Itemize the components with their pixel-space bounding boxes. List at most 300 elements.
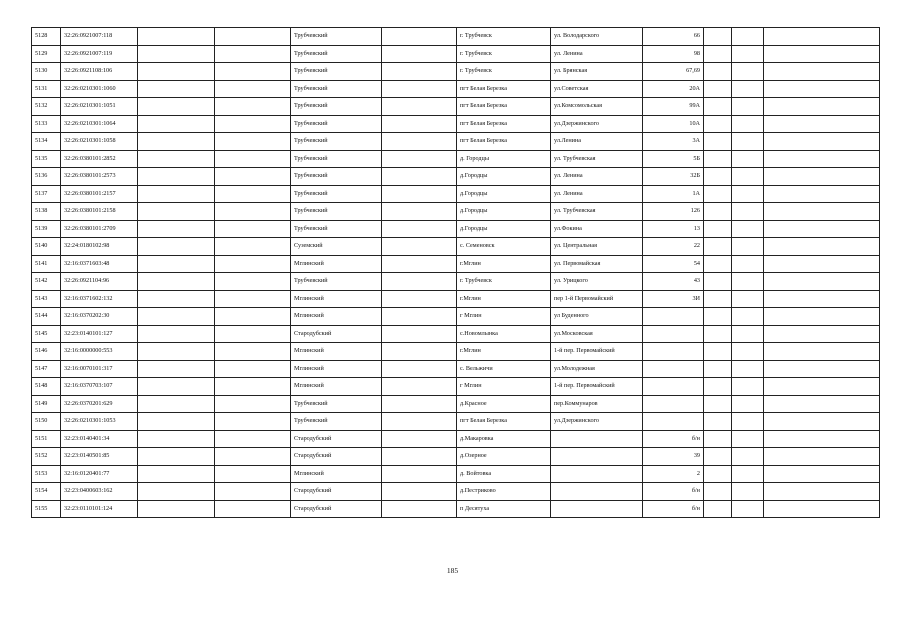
cadastral-number-cell: 32:23:0140401:34 [61, 430, 138, 448]
settlement-cell: с.Новомлынка [457, 325, 551, 343]
empty-cell [138, 255, 215, 273]
cadastral-number-cell: 32:16:0371603:48 [61, 255, 138, 273]
table-row [32, 430, 880, 448]
empty-cell [382, 168, 457, 186]
empty-cell [704, 430, 732, 448]
empty-cell [382, 308, 457, 326]
house-number-cell [643, 343, 704, 361]
street-cell: ул. Первомайская [551, 255, 643, 273]
district-cell: Мглинский [291, 290, 382, 308]
empty-cell [704, 115, 732, 133]
empty-cell [215, 273, 291, 291]
row-number-cell: 5150 [32, 413, 61, 431]
cadastral-number-cell: 32:16:0070101:317 [61, 360, 138, 378]
row-number-cell: 5143 [32, 290, 61, 308]
row-number-cell: 5133 [32, 115, 61, 133]
district-cell: Трубчевский [291, 273, 382, 291]
settlement-cell: с. Семеновск [457, 238, 551, 256]
district-cell: Стародубский [291, 448, 382, 466]
empty-cell [764, 80, 880, 98]
cadastral-number-cell: 32:16:0000000:553 [61, 343, 138, 361]
district-cell: Трубчевский [291, 45, 382, 63]
cadastral-number-cell: 32:26:0370201:629 [61, 395, 138, 413]
empty-cell [215, 500, 291, 518]
row-number-cell: 5144 [32, 308, 61, 326]
district-cell: Трубчевский [291, 80, 382, 98]
empty-cell [382, 150, 457, 168]
empty-cell [138, 308, 215, 326]
district-cell: Трубчевский [291, 150, 382, 168]
settlement-cell: д.Макаровка [457, 430, 551, 448]
street-cell [551, 483, 643, 501]
district-cell: Трубчевский [291, 168, 382, 186]
empty-cell [138, 98, 215, 116]
cadastral-number-cell: 32:16:0120401:77 [61, 465, 138, 483]
empty-cell [732, 238, 764, 256]
empty-cell [764, 150, 880, 168]
settlement-cell: д.Озерное [457, 448, 551, 466]
street-cell: ул. Ленина [551, 168, 643, 186]
empty-cell [764, 395, 880, 413]
table-row [32, 308, 880, 326]
district-cell: Стародубский [291, 325, 382, 343]
district-cell: Трубчевский [291, 395, 382, 413]
table-row [32, 343, 880, 361]
empty-cell [764, 325, 880, 343]
empty-cell [704, 168, 732, 186]
table-row [32, 150, 880, 168]
street-cell: ул.Дзержинского [551, 413, 643, 431]
district-cell: Трубчевский [291, 203, 382, 221]
house-number-cell [643, 395, 704, 413]
table-row [32, 203, 880, 221]
district-cell: Трубчевский [291, 28, 382, 46]
cadastral-number-cell: 32:26:0210301:1053 [61, 413, 138, 431]
empty-cell [704, 63, 732, 81]
district-cell: Трубчевский [291, 98, 382, 116]
row-number-cell: 5138 [32, 203, 61, 221]
street-cell: ул. Ленина [551, 185, 643, 203]
empty-cell [138, 448, 215, 466]
house-number-cell [643, 308, 704, 326]
empty-cell [732, 80, 764, 98]
empty-cell [764, 360, 880, 378]
table-row [32, 290, 880, 308]
empty-cell [732, 325, 764, 343]
settlement-cell: пгт Белая Березка [457, 133, 551, 151]
street-cell: ул. Урицкого [551, 273, 643, 291]
district-cell: Стародубский [291, 500, 382, 518]
street-cell: пер 1-й Первомайский [551, 290, 643, 308]
table-row [32, 238, 880, 256]
empty-cell [215, 220, 291, 238]
street-cell: ул.Советская [551, 80, 643, 98]
empty-cell [215, 378, 291, 396]
empty-cell [732, 273, 764, 291]
empty-cell [764, 465, 880, 483]
empty-cell [704, 98, 732, 116]
empty-cell [215, 343, 291, 361]
settlement-cell: пгт Белая Березка [457, 98, 551, 116]
empty-cell [704, 45, 732, 63]
empty-cell [732, 430, 764, 448]
row-number-cell: 5146 [32, 343, 61, 361]
street-cell: ул. Володарского [551, 28, 643, 46]
cadastral-number-cell: 32:23:0140101:127 [61, 325, 138, 343]
empty-cell [138, 238, 215, 256]
empty-cell [382, 413, 457, 431]
district-cell: Мглинский [291, 465, 382, 483]
table-row [32, 325, 880, 343]
empty-cell [215, 308, 291, 326]
empty-cell [764, 290, 880, 308]
house-number-cell: 2 [643, 465, 704, 483]
empty-cell [138, 133, 215, 151]
empty-cell [382, 220, 457, 238]
empty-cell [382, 80, 457, 98]
district-cell: Стародубский [291, 430, 382, 448]
empty-cell [732, 413, 764, 431]
empty-cell [138, 413, 215, 431]
empty-cell [138, 45, 215, 63]
empty-cell [764, 378, 880, 396]
empty-cell [138, 343, 215, 361]
empty-cell [138, 80, 215, 98]
empty-cell [732, 98, 764, 116]
row-number-cell: 5147 [32, 360, 61, 378]
empty-cell [215, 28, 291, 46]
empty-cell [215, 465, 291, 483]
table-row [32, 133, 880, 151]
empty-cell [382, 273, 457, 291]
empty-cell [138, 325, 215, 343]
empty-cell [704, 500, 732, 518]
house-number-cell: 98 [643, 45, 704, 63]
empty-cell [138, 63, 215, 81]
empty-cell [732, 115, 764, 133]
empty-cell [732, 290, 764, 308]
district-cell: Мглинский [291, 308, 382, 326]
house-number-cell: 39 [643, 448, 704, 466]
empty-cell [732, 168, 764, 186]
empty-cell [704, 308, 732, 326]
empty-cell [704, 238, 732, 256]
street-cell: ул.Молодежная [551, 360, 643, 378]
table-row [32, 483, 880, 501]
cadastral-number-cell: 32:26:0380101:2573 [61, 168, 138, 186]
street-cell: ул. Ленина [551, 45, 643, 63]
settlement-cell: г.Мглин [457, 290, 551, 308]
empty-cell [732, 255, 764, 273]
row-number-cell: 5140 [32, 238, 61, 256]
empty-cell [215, 185, 291, 203]
empty-cell [764, 115, 880, 133]
empty-cell [382, 238, 457, 256]
empty-cell [382, 325, 457, 343]
row-number-cell: 5151 [32, 430, 61, 448]
empty-cell [215, 98, 291, 116]
street-cell [551, 448, 643, 466]
house-number-cell: 32Б [643, 168, 704, 186]
empty-cell [215, 325, 291, 343]
empty-cell [382, 63, 457, 81]
house-number-cell: 10А [643, 115, 704, 133]
empty-cell [138, 290, 215, 308]
empty-cell [764, 133, 880, 151]
row-number-cell: 5132 [32, 98, 61, 116]
settlement-cell: г. Трубчевск [457, 45, 551, 63]
empty-cell [138, 360, 215, 378]
cadastral-number-cell: 32:26:0210301:1060 [61, 80, 138, 98]
empty-cell [764, 220, 880, 238]
empty-cell [704, 185, 732, 203]
empty-cell [732, 150, 764, 168]
empty-cell [732, 483, 764, 501]
empty-cell [764, 28, 880, 46]
settlement-cell: г.Мглин [457, 255, 551, 273]
row-number-cell: 5131 [32, 80, 61, 98]
table-row [32, 80, 880, 98]
empty-cell [732, 203, 764, 221]
empty-cell [138, 430, 215, 448]
empty-cell [382, 203, 457, 221]
row-number-cell: 5134 [32, 133, 61, 151]
empty-cell [382, 115, 457, 133]
empty-cell [382, 360, 457, 378]
settlement-cell: пгт Белая Березка [457, 80, 551, 98]
empty-cell [732, 378, 764, 396]
table-row [32, 395, 880, 413]
empty-cell [704, 290, 732, 308]
street-cell: ул.Фокина [551, 220, 643, 238]
empty-cell [382, 483, 457, 501]
row-number-cell: 5152 [32, 448, 61, 466]
table-row [32, 28, 880, 46]
settlement-cell: г.Мглин [457, 343, 551, 361]
empty-cell [732, 360, 764, 378]
cadastral-number-cell: 32:16:0371602:132 [61, 290, 138, 308]
empty-cell [704, 378, 732, 396]
row-number-cell: 5142 [32, 273, 61, 291]
street-cell: ул. Трубчевская [551, 203, 643, 221]
street-cell: ул. Центральная [551, 238, 643, 256]
house-number-cell: 3И [643, 290, 704, 308]
empty-cell [215, 150, 291, 168]
empty-cell [138, 273, 215, 291]
empty-cell [138, 220, 215, 238]
empty-cell [704, 150, 732, 168]
district-cell: Стародубский [291, 483, 382, 501]
empty-cell [138, 150, 215, 168]
street-cell: 1-й пер. Первомайский [551, 343, 643, 361]
cadastral-number-cell: 32:26:0380101:2852 [61, 150, 138, 168]
house-number-cell: 43 [643, 273, 704, 291]
street-cell: ул Буденного [551, 308, 643, 326]
district-cell: Трубчевский [291, 413, 382, 431]
empty-cell [382, 28, 457, 46]
empty-cell [215, 430, 291, 448]
house-number-cell: 3А [643, 133, 704, 151]
cadastral-number-cell: 32:26:0921104:96 [61, 273, 138, 291]
empty-cell [704, 483, 732, 501]
empty-cell [215, 413, 291, 431]
cadastral-number-cell: 32:26:0210301:1058 [61, 133, 138, 151]
empty-cell [138, 378, 215, 396]
empty-cell [215, 115, 291, 133]
cadastral-number-cell: 32:26:0380101:2158 [61, 203, 138, 221]
street-cell: ул. Брянская [551, 63, 643, 81]
row-number-cell: 5153 [32, 465, 61, 483]
empty-cell [138, 185, 215, 203]
district-cell: Трубчевский [291, 115, 382, 133]
empty-cell [215, 133, 291, 151]
empty-cell [215, 483, 291, 501]
table-row [32, 448, 880, 466]
settlement-cell: г. Трубчевск [457, 63, 551, 81]
empty-cell [764, 185, 880, 203]
cadastral-number-cell: 32:26:0210301:1064 [61, 115, 138, 133]
house-number-cell [643, 360, 704, 378]
empty-cell [764, 500, 880, 518]
street-cell [551, 465, 643, 483]
table-row [32, 255, 880, 273]
empty-cell [704, 395, 732, 413]
row-number-cell: 5137 [32, 185, 61, 203]
settlement-cell: с. Вельжичи [457, 360, 551, 378]
row-number-cell: 5141 [32, 255, 61, 273]
district-cell: Мглинский [291, 343, 382, 361]
row-number-cell: 5139 [32, 220, 61, 238]
empty-cell [704, 360, 732, 378]
table-row [32, 98, 880, 116]
empty-cell [732, 343, 764, 361]
empty-cell [764, 98, 880, 116]
empty-cell [704, 273, 732, 291]
empty-cell [382, 343, 457, 361]
empty-cell [732, 448, 764, 466]
district-cell: Трубчевский [291, 133, 382, 151]
table-row [32, 168, 880, 186]
settlement-cell: г. Трубчевск [457, 273, 551, 291]
cadastral-number-cell: 32:26:0921108:106 [61, 63, 138, 81]
empty-cell [215, 63, 291, 81]
street-cell: пер.Коммунаров [551, 395, 643, 413]
empty-cell [382, 98, 457, 116]
table-row [32, 63, 880, 81]
empty-cell [704, 80, 732, 98]
table-row [32, 45, 880, 63]
empty-cell [138, 168, 215, 186]
district-cell: Суземский [291, 238, 382, 256]
cadastral-number-cell: 32:16:0370703:107 [61, 378, 138, 396]
settlement-cell: г Мглин [457, 378, 551, 396]
cadastral-number-cell: 32:23:0110101:124 [61, 500, 138, 518]
empty-cell [215, 80, 291, 98]
empty-cell [138, 465, 215, 483]
empty-cell [138, 203, 215, 221]
house-number-cell: 20А [643, 80, 704, 98]
district-cell: Трубчевский [291, 220, 382, 238]
empty-cell [215, 360, 291, 378]
empty-cell [764, 238, 880, 256]
cadastral-number-cell: 32:26:0921007:118 [61, 28, 138, 46]
settlement-cell: д.Городцы [457, 203, 551, 221]
empty-cell [382, 290, 457, 308]
house-number-cell: 13 [643, 220, 704, 238]
empty-cell [138, 28, 215, 46]
table-row [32, 378, 880, 396]
empty-cell [215, 238, 291, 256]
row-number-cell: 5130 [32, 63, 61, 81]
table-row [32, 413, 880, 431]
house-number-cell: б/н [643, 483, 704, 501]
street-cell: ул.Комсомольская [551, 98, 643, 116]
district-cell: Мглинский [291, 360, 382, 378]
empty-cell [732, 220, 764, 238]
empty-cell [764, 203, 880, 221]
empty-cell [215, 395, 291, 413]
empty-cell [704, 255, 732, 273]
empty-cell [704, 448, 732, 466]
street-cell [551, 430, 643, 448]
settlement-cell: д.Пестриково [457, 483, 551, 501]
settlement-cell: пгт Белая Березка [457, 115, 551, 133]
house-number-cell: 54 [643, 255, 704, 273]
row-number-cell: 5149 [32, 395, 61, 413]
empty-cell [764, 448, 880, 466]
table-row [32, 500, 880, 518]
house-number-cell: 1А [643, 185, 704, 203]
empty-cell [215, 45, 291, 63]
cadastral-number-cell: 32:23:0140501:85 [61, 448, 138, 466]
settlement-cell: д.Городцы [457, 220, 551, 238]
settlement-cell: д.Городцы [457, 185, 551, 203]
empty-cell [382, 448, 457, 466]
empty-cell [732, 28, 764, 46]
table-row [32, 185, 880, 203]
house-number-cell: 99А [643, 98, 704, 116]
empty-cell [764, 483, 880, 501]
empty-cell [764, 413, 880, 431]
street-cell: 1-й пер. Первомайский [551, 378, 643, 396]
empty-cell [382, 378, 457, 396]
empty-cell [704, 343, 732, 361]
settlement-cell: д. Войтовка [457, 465, 551, 483]
table-row [32, 115, 880, 133]
row-number-cell: 5129 [32, 45, 61, 63]
empty-cell [732, 185, 764, 203]
empty-cell [215, 168, 291, 186]
registry-table [31, 27, 880, 518]
district-cell: Мглинский [291, 255, 382, 273]
empty-cell [138, 500, 215, 518]
empty-cell [138, 115, 215, 133]
empty-cell [215, 290, 291, 308]
empty-cell [138, 395, 215, 413]
house-number-cell [643, 378, 704, 396]
cadastral-number-cell: 32:16:0370202:30 [61, 308, 138, 326]
settlement-cell: п Десятуха [457, 500, 551, 518]
settlement-cell: пгт Белая Березка [457, 413, 551, 431]
row-number-cell: 5155 [32, 500, 61, 518]
empty-cell [382, 133, 457, 151]
house-number-cell [643, 413, 704, 431]
empty-cell [704, 465, 732, 483]
empty-cell [704, 413, 732, 431]
empty-cell [764, 255, 880, 273]
empty-cell [732, 308, 764, 326]
table-row [32, 273, 880, 291]
